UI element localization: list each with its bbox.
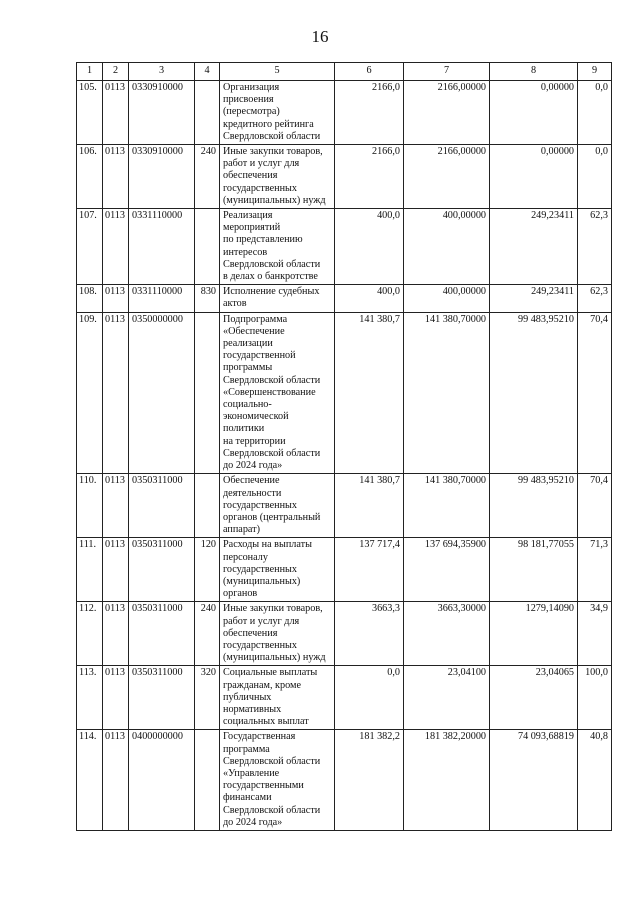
item-name-cell: Реализация мероприятий по представлению интересов Свердловской области в делах о банкротстве [220,209,335,285]
section-code-cell: 0113 [103,666,129,730]
column-header: 2 [103,63,129,81]
column-header: 3 [129,63,195,81]
approved-amount-cell: 141 380,70000 [404,474,490,538]
item-name-cell: Расходы на выплаты персоналу государственных (муниципальных) органов [220,538,335,602]
page-number: 16 [311,27,329,46]
approved-amount-cell: 3663,30000 [404,602,490,666]
plan-amount-cell: 2166,0 [335,145,404,209]
target-article-cell: 0350311000 [129,666,195,730]
expense-type-cell [195,81,220,145]
row-number-cell: 111. [77,538,103,602]
row-number-cell: 109. [77,312,103,474]
table-row [77,209,612,285]
section-code-cell: 0113 [103,145,129,209]
expense-type-cell: 240 [195,602,220,666]
approved-amount-cell: 23,04100 [404,666,490,730]
expense-type-cell: 120 [195,538,220,602]
approved-amount-cell: 2166,00000 [404,145,490,209]
section-code-cell: 0113 [103,602,129,666]
item-name-cell: Социальные выплаты гражданам, кроме публичных нормативных социальных выплат [220,666,335,730]
column-header: 4 [195,63,220,81]
approved-amount-cell: 137 694,35900 [404,538,490,602]
target-article-cell: 0350311000 [129,602,195,666]
item-name-cell: Обеспечение деятельности государственных органов (центральный аппарат) [220,474,335,538]
executed-amount-cell: 249,23411 [490,285,578,312]
expense-type-cell: 830 [195,285,220,312]
expense-type-cell [195,209,220,285]
plan-amount-cell: 0,0 [335,666,404,730]
expense-type-cell: 320 [195,666,220,730]
percent-cell: 0,0 [578,81,612,145]
item-name-cell: Иные закупки товаров, работ и услуг для обеспечения государственных (муниципальных) нужд [220,145,335,209]
target-article-cell: 0350311000 [129,474,195,538]
executed-amount-cell: 23,04065 [490,666,578,730]
item-name-cell: Исполнение судебных актов [220,285,335,312]
target-article-cell: 0330910000 [129,145,195,209]
executed-amount-cell: 99 483,95210 [490,474,578,538]
percent-cell: 70,4 [578,312,612,474]
approved-amount-cell: 181 382,20000 [404,730,490,831]
percent-cell: 71,3 [578,538,612,602]
table-row [77,666,612,730]
row-number-cell: 107. [77,209,103,285]
expense-type-cell: 240 [195,145,220,209]
column-header: 9 [578,63,612,81]
item-name-cell: Организация присвоения (пересмотра) кредитного рейтинга Свердловской области [220,81,335,145]
table-row [77,81,612,145]
section-code-cell: 0113 [103,81,129,145]
section-code-cell: 0113 [103,730,129,831]
percent-cell: 0,0 [578,145,612,209]
table-row [77,145,612,209]
column-header: 8 [490,63,578,81]
column-header: 5 [220,63,335,81]
row-number-cell: 106. [77,145,103,209]
header-row [77,63,612,81]
plan-amount-cell: 3663,3 [335,602,404,666]
row-number-cell: 114. [77,730,103,831]
executed-amount-cell: 98 181,77055 [490,538,578,602]
percent-cell: 62,3 [578,209,612,285]
expense-type-cell [195,474,220,538]
plan-amount-cell: 141 380,7 [335,312,404,474]
plan-amount-cell: 400,0 [335,209,404,285]
approved-amount-cell: 2166,00000 [404,81,490,145]
target-article-cell: 0350000000 [129,312,195,474]
percent-cell: 34,9 [578,602,612,666]
approved-amount-cell: 400,00000 [404,209,490,285]
executed-amount-cell: 0,00000 [490,81,578,145]
expense-type-cell [195,730,220,831]
section-code-cell: 0113 [103,474,129,538]
plan-amount-cell: 141 380,7 [335,474,404,538]
executed-amount-cell: 74 093,68819 [490,730,578,831]
executed-amount-cell: 99 483,95210 [490,312,578,474]
expense-type-cell [195,312,220,474]
target-article-cell: 0331110000 [129,285,195,312]
percent-cell: 40,8 [578,730,612,831]
row-number-cell: 112. [77,602,103,666]
item-name-cell: Государственная программа Свердловской области «Управление государственными финансами Свердловской области до 2024 года» [220,730,335,831]
table-row [77,730,612,831]
column-header: 1 [77,63,103,81]
approved-amount-cell: 400,00000 [404,285,490,312]
percent-cell: 100,0 [578,666,612,730]
row-number-cell: 105. [77,81,103,145]
table-row [77,538,612,602]
percent-cell: 70,4 [578,474,612,538]
item-name-cell: Подпрограмма «Обеспечение реализации государственной программы Свердловской области «Совершенствование социально- экономической политики на территории Свердловской области до 2024 года» [220,312,335,474]
approved-amount-cell: 141 380,70000 [404,312,490,474]
plan-amount-cell: 137 717,4 [335,538,404,602]
row-number-cell: 108. [77,285,103,312]
table-row [77,474,612,538]
section-code-cell: 0113 [103,209,129,285]
target-article-cell: 0331110000 [129,209,195,285]
target-article-cell: 0330910000 [129,81,195,145]
percent-cell: 62,3 [578,285,612,312]
item-name-cell: Иные закупки товаров, работ и услуг для обеспечения государственных (муниципальных) нужд [220,602,335,666]
plan-amount-cell: 400,0 [335,285,404,312]
executed-amount-cell: 249,23411 [490,209,578,285]
section-code-cell: 0113 [103,285,129,312]
column-header: 7 [404,63,490,81]
section-code-cell: 0113 [103,538,129,602]
executed-amount-cell: 1279,14090 [490,602,578,666]
budget-table [76,62,612,831]
table-row [77,312,612,474]
plan-amount-cell: 181 382,2 [335,730,404,831]
plan-amount-cell: 2166,0 [335,81,404,145]
table-row [77,602,612,666]
target-article-cell: 0350311000 [129,538,195,602]
column-header: 6 [335,63,404,81]
executed-amount-cell: 0,00000 [490,145,578,209]
target-article-cell: 0400000000 [129,730,195,831]
section-code-cell: 0113 [103,312,129,474]
row-number-cell: 113. [77,666,103,730]
table-row [77,285,612,312]
table-body [77,63,612,831]
row-number-cell: 110. [77,474,103,538]
